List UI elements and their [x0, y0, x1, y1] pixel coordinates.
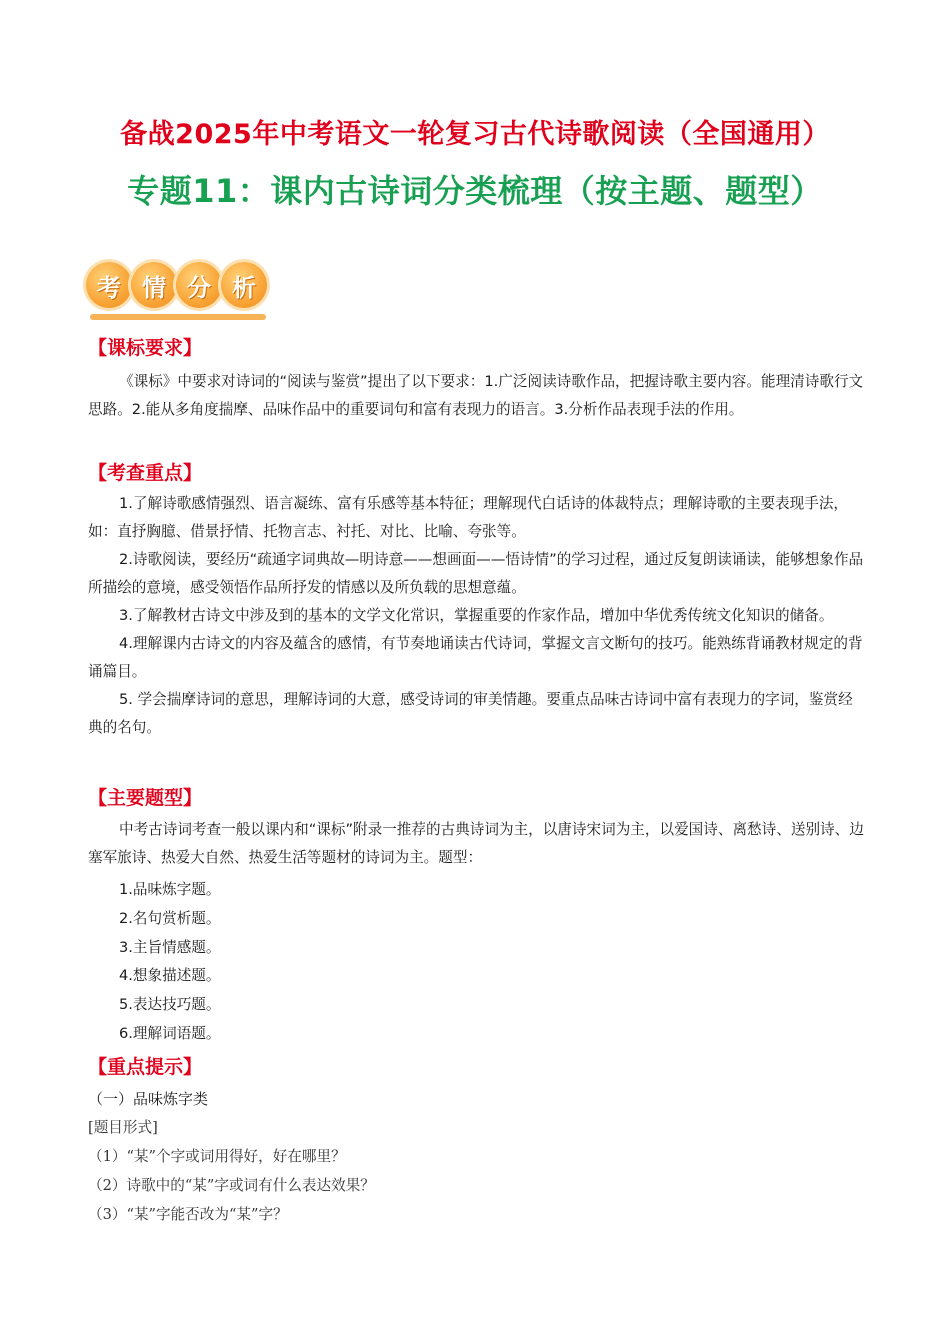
type-item: 6.理解词语题。 [119, 1025, 221, 1042]
type-item: 1.品味炼字题。 [119, 881, 221, 898]
type-item: 2.名句赏析题。 [119, 910, 221, 927]
badge-char-4: 析 [221, 262, 267, 308]
badge-underline [90, 314, 266, 320]
badge-char-2: 情 [131, 262, 177, 308]
curriculum-paragraph [88, 368, 864, 424]
question-form-label: [题目形式] [88, 1119, 158, 1136]
section-heading-focus: 【考查重点】 [88, 462, 203, 484]
focus-item: 2.诗歌阅读，要经历“疏通字词典故—明诗意——想画面——悟诗情”的学习过程，通过反复朗读诵读，能够想象作品所描绘的意境，感受领悟作品所抒发的情感以及所负载的思想意蕴。 [88, 551, 864, 596]
question-item: （1）“某”个字或词用得好，好在哪里？ [88, 1148, 346, 1165]
section-heading-curriculum: 【课标要求】 [88, 337, 203, 359]
focus-item: 3.了解教材古诗文中涉及到的基本的文学文化常识，掌握重要的作家作品，增加中华优秀传统文化知识的储备。 [119, 607, 834, 624]
question-item: （2）诗歌中的“某”字或词有什么表达效果？ [88, 1177, 375, 1194]
types-intro-paragraph [88, 816, 864, 872]
focus-item: 1.了解诗歌感情强烈、语言凝练、富有乐感等基本特征；理解现代白话诗的体裁特点；理解诗歌的主要表现手法，如：直抒胸臆、借景抒情、托物言志、衬托、对比、比喻、夸张等。 [88, 495, 849, 540]
type-item: 3.主旨情感题。 [119, 939, 221, 956]
tips-subheading: （一）品味炼字类 [88, 1090, 209, 1108]
types-intro: 中考古诗词考查一般以课内和“课标”附录一推荐的古典诗词为主，以唐诗宋词为主，以爱国诗、离愁诗、送别诗、边塞军旅诗、热爱大自然、热爱生活等题材的诗词为主。题型： [88, 821, 864, 866]
badge-char-3: 分 [176, 262, 222, 308]
badge-char-1: 考 [86, 262, 132, 308]
type-item: 5.表达技巧题。 [119, 996, 221, 1013]
focus-item: 5. 学会揣摩诗词的意思，理解诗词的大意，感受诗词的审美情趣。要重点品味古诗词中富有表现力的字词，鉴赏经典的名句。 [88, 691, 853, 736]
section-heading-types: 【主要题型】 [88, 787, 203, 809]
type-item: 4.想象描述题。 [119, 967, 221, 984]
curriculum-text: 《课标》中要求对诗词的“阅读与鉴赏”提出了以下要求：1.广泛阅读诗歌作品，把握诗歌主要内容。能理清诗歌行文思路。2.能从多角度揣摩、品味作品中的重要词句和富有表现力的语言。3.分析作品表现手法的作用。 [88, 373, 864, 418]
focus-list [88, 490, 864, 742]
document-title: 备战2025年中考语文一轮复习古代诗歌阅读（全国通用） [120, 119, 830, 150]
section-heading-tips: 【重点提示】 [88, 1056, 203, 1078]
document-subtitle: 专题11：课内古诗词分类梳理（按主题、题型） [127, 172, 823, 210]
analysis-badge [86, 258, 272, 324]
question-item: （3）“某”字能否改为“某”字？ [88, 1206, 288, 1223]
focus-item: 4.理解课内古诗文的内容及蕴含的感情，有节奏地诵读古代诗词，掌握文言文断句的技巧。能熟练背诵教材规定的背诵篇目。 [88, 635, 863, 680]
